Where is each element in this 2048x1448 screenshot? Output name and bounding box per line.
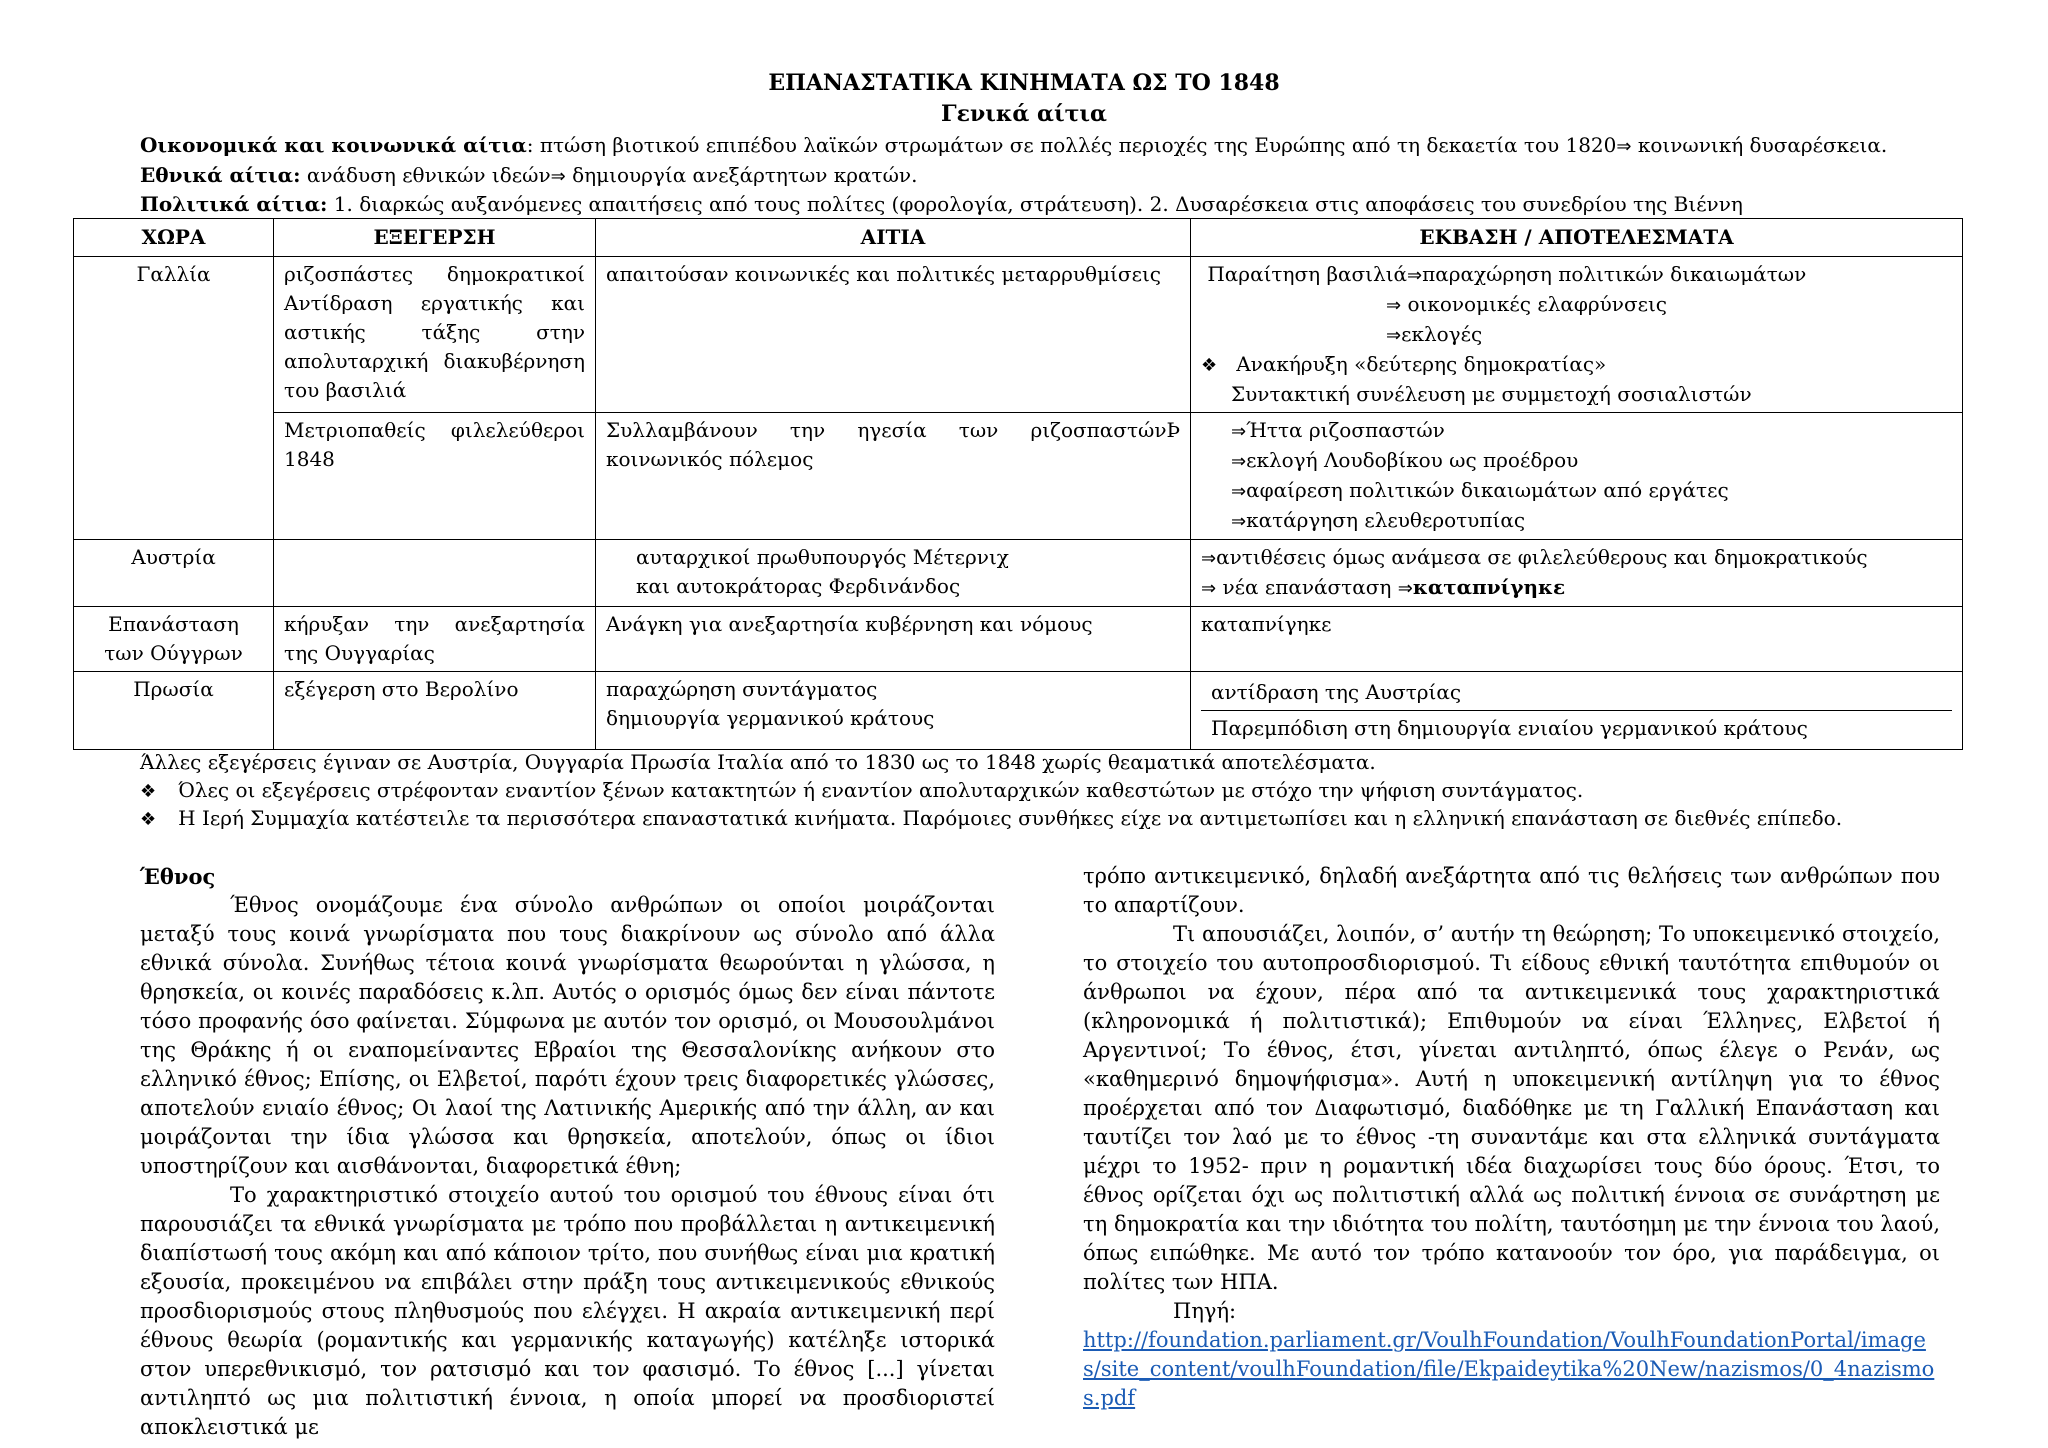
revolt-cell: Μετριοπαθείς φιλελεύθεροι 1848 (274, 413, 596, 540)
ethnos-column-left (140, 862, 995, 1442)
header-causes: ΑΙΤΙΑ (596, 219, 1191, 257)
economic-causes-label: Οικονομικά και κοινωνικά αίτια (140, 133, 527, 157)
national-causes: Εθνικά αίτια: ανάδυση εθνικών ιδεών⇒ δημιουργία ανεξάρτητων κρατών. (140, 163, 918, 187)
header-outcome: ΕΚΒΑΣΗ / ΑΠΟΤΕΛΕΣΜΑΤΑ (1191, 219, 1963, 257)
cause-cell: παραχώρηση συντάγματος δημιουργία γερμανικού κράτους (596, 672, 1191, 750)
outcome-cell: αντίδραση της Αυστρίας Παρεμπόδιση στη δημιουργία ενιαίου γερμανικού κράτους (1191, 672, 1963, 750)
notes-bullet-2: ❖ Η Ιερή Συμμαχία κατέστειλε τα περισσότερα επαναστατικά κινήματα. Παρόμοιες συνθήκες είχε να αντιμετωπίσει και η ελληνική επανάσταση σε διεθνές επίπεδο. (140, 806, 1843, 830)
diamond-bullet-icon: ❖ (140, 809, 157, 830)
header-revolt: ΕΞΕΓΕΡΣΗ (274, 219, 596, 257)
political-causes-label: Πολιτικά αίτια: (140, 192, 328, 216)
arrow-icon: ⇒ (1201, 578, 1217, 599)
national-causes-label: Εθνικά αίτια: (140, 163, 301, 187)
cause-cell: αυταρχικοί πρωθυπουργός Μέτερνιχ και αυτοκράτορας Φερδινάνδος (596, 540, 1191, 607)
ethnos-paragraph-3: τρόπο αντικειμενικό, δηλαδή ανεξάρτητα από τις θελήσεις των ανθρώπων που το απαρτίζουν. (1083, 864, 1940, 917)
ethnos-column-right (1083, 862, 1940, 1413)
table-row-prussia (74, 672, 1963, 750)
country-hungary: Επανάσταση των Ούγγρων (74, 607, 274, 672)
table-header-row (74, 219, 1963, 257)
table-row-france-1 (74, 257, 1963, 413)
outcome-cell: ⇒Ήττα ριζοσπαστών ⇒εκλογή Λουδοβίκου ως προέδρου ⇒αφαίρεση πολιτικών δικαιωμάτων από εργάτες ⇒κατάργηση ελευθεροτυπίας (1191, 413, 1963, 540)
ethnos-paragraph-4: Τι απουσιάζει, λοιπόν, σ’ αυτήν τη θεώρηση; Το υποκειμενικό στοιχείο, το στοιχείο του αυτοπροσδιορισμού. Τι είδους εθνική ταυτότητα επιθυμούν οι άνθρωποι να έχουν, πέρα από τα αντικειμενικά τους χαρακτηριστικά (κληρονομικά ή πολιτιστικά); Επιθυμούν να είναι Έλληνες, Ελβετοί ή Αργεντινοί; Το έθνος, έτσι, γίνεται αντιληπτό, όπως έλεγε ο Ρενάν, ως «καθημερινό δημοψήφισμα». Αυτή η υποκειμενική αντίληψη για το έθνος προέρχεται από τον Διαφωτισμό, διαδόθηκε με τη Γαλλική Επανάσταση και ταυτίζει τον λαό με το έθνος -τη συναντάμε και στα ελληνικά συντάγματα μέχρι το 1952- πριν η ρομαντική ιδέα διαχωρίσει τους δύο όρους. Έτσι, το έθνος ορίζεται όχι ως πολιτιστική αλλά ως πολιτική έννοια σε συνάρτηση με τη δημοκρατία και την ιδιότητα του πολίτη, ταυτόσημη με την έννοια του λαού, όπως ειπώθηκε. Με αυτό τον τρόπο κατανοούν τον όρο, για παράδειγμα, οι πολίτες των ΗΠΑ. (1083, 922, 1940, 1294)
revolt-cell (274, 540, 596, 607)
country-france: Γαλλία (74, 257, 274, 540)
arrow-icon: ⇒ (1616, 136, 1632, 157)
header-country: ΧΩΡΑ (74, 219, 274, 257)
table-row-hungary (74, 607, 1963, 672)
source-link[interactable]: http://foundation.parliament.gr/VoulhFoundation/VoulhFoundationPortal/images/site_content/voulhFoundation/file/Ekpaideytika%20New/nazismos/0_4nazismos.pdf (1083, 1328, 1935, 1410)
ethnos-heading: Έθνος (140, 864, 216, 889)
country-austria: Αυστρία (74, 540, 274, 607)
diamond-bullet-icon: ❖ (140, 781, 157, 802)
arrow-icon: ⇒ (1231, 451, 1247, 472)
cause-cell: Ανάγκη για ανεξαρτησία κυβέρνηση και νόμους (596, 607, 1191, 672)
source-label: Πηγή: (1173, 1299, 1237, 1323)
arrow-icon: ⇒ (1397, 578, 1413, 599)
table-row-france-2 (74, 413, 1963, 540)
outcome-cell: Παραίτηση βασιλιά⇒παραχώρηση πολιτικών δικαιωμάτων ⇒ οικονομικές ελαφρύνσεις ⇒εκλογές ❖ Ανακήρυξη «δεύτερης δημοκρατίας» Συντακτική συνέλευση με συμμετοχή σοσιαλιστών (1191, 257, 1963, 413)
outcome-cell: καταπνίγηκε (1191, 607, 1963, 672)
cause-cell: Συλλαμβάνουν την ηγεσία των ριζοσπαστώνÞ κοινωνικός πόλεμος (596, 413, 1191, 540)
arrow-icon: ⇒ (550, 166, 566, 187)
revolt-cell: εξέγερση στο Βερολίνο (274, 672, 596, 750)
arrow-icon: ⇒ (1386, 325, 1402, 346)
ethnos-paragraph-1: Έθνος ονομάζουμε ένα σύνολο ανθρώπων οι οποίοι μοιράζονται μεταξύ τους κοινά γνωρίσματα που τους διακρίνουν ως σύνολο από άλλα εθνικά σύνολα. Συνήθως τέτοια κοινά γνωρίσματα θεωρούνται η γλώσσα, η θρησκεία, οι κοινές παραδόσεις κ.λπ. Αυτός ο ορισμός όμως δεν είναι πάντοτε τόσο προφανής όσο φαίνεται. Σύμφωνα με αυτόν τον ορισμό, οι Μουσουλμάνοι της Θράκης ή οι εναπομείναντες Εβραίοι της Θεσσαλονίκης ανήκουν στο ελληνικό έθνος; Επίσης, οι Ελβετοί, παρότι έχουν τρεις διαφορετικές γλώσσες, αποτελούν ενιαίο έθνος; Οι λαοί της Λατινικής Αμερικής από την άλλη, αν και μοιράζονται την ίδια γλώσσα και θρησκεία, αποτελούν, όπως οι ίδιοι υποστηρίζουν και αισθάνονται, διαφορετικά έθνη; (140, 893, 995, 1178)
table-row-austria (74, 540, 1963, 607)
revolt-cell: κήρυξαν την ανεξαρτησία της Ουγγαρίας (274, 607, 596, 672)
diamond-bullet-icon: ❖ (1201, 355, 1218, 376)
economic-causes: Οικονομικά και κοινωνικά αίτια: πτώση βιοτικού επιπέδου λαϊκών στρωμάτων σε πολλές περιοχές της Ευρώπης από τη δεκαετία του 1820⇒ κοινωνική δυσαρέσκεια. (140, 133, 1888, 157)
cause-cell: απαιτούσαν κοινωνικές και πολιτικές μεταρρυθμίσεις (596, 257, 1191, 413)
political-causes: Πολιτικά αίτια: 1. διαρκώς αυξανόμενες απαιτήσεις από τους πολίτες (φορολογία, στράτευση). 2. Δυσαρέσκεια στις αποφάσεις του συνεδρίου της Βιέννη (140, 192, 1743, 216)
arrow-icon: ⇒ (1201, 548, 1217, 569)
page-title: ΕΠΑΝΑΣΤΑΤΙΚΑ ΚΙΝΗΜΑΤΑ ΩΣ ΤΟ 1848 (768, 70, 1280, 96)
outcome-cell: ⇒αντιθέσεις όμως ανάμεσα σε φιλελεύθερους και δημοκρατικούς ⇒ νέα επανάσταση ⇒καταπνίγηκε (1191, 540, 1963, 607)
page-subtitle: Γενικά αίτια (941, 101, 1107, 127)
arrow-icon: ⇒ (1231, 481, 1247, 502)
ethnos-paragraph-2: Το χαρακτηριστικό στοιχείο αυτού του ορισμού του έθνους είναι ότι παρουσιάζει τα εθνικά γνωρίσματα με τρόπο που προβάλλεται η αντικειμενική διαπίστωσή τους ακόμη και από κάποιον τρίτο, που συνήθως είναι μια κρατική εξουσία, προκειμένου να επιβάλει στην πράξη τους αντικειμενικούς εθνικούς προσδιορισμούς στους πληθυσμούς που ελέγχει. Η ακραία αντικειμενική περί έθνους θεωρία (ρομαντικής και γερμανικής καταγωγής) κατέληξε ιστορικά στον υπερεθνικισμό, τον ρατσισμό και τον φασισμό. Το έθνος [...] γίνεται αντιληπτό ως μια πολιτιστική έννοια, η οποία μπορεί να προσδιοριστεί αποκλειστικά με (140, 1183, 995, 1439)
arrow-icon: ⇒ (1231, 421, 1247, 442)
arrow-icon: ⇒ (1386, 295, 1402, 316)
country-prussia: Πρωσία (74, 672, 274, 750)
revolt-cell: ριζοσπάστες δημοκρατικοί Αντίδραση εργατικής και αστικής τάξης στην απολυταρχική διακυβέρνηση του βασιλιά (274, 257, 596, 413)
notes-line: Άλλες εξεγέρσεις έγιναν σε Αυστρία, Ουγγαρία Πρωσία Ιταλία από το 1830 ως το 1848 χωρίς θεαματικά αποτελέσματα. (140, 750, 1376, 774)
notes-bullet-1: ❖ Όλες οι εξεγέρσεις στρέφονταν εναντίον ξένων κατακτητών ή εναντίον απολυταρχικών καθεστώτων με στόχο την ψήφιση συντάγματος. (140, 778, 1584, 802)
revolutions-table (73, 218, 1963, 750)
arrow-icon: ⇒ (1407, 265, 1423, 286)
arrow-icon: ⇒ (1231, 511, 1247, 532)
